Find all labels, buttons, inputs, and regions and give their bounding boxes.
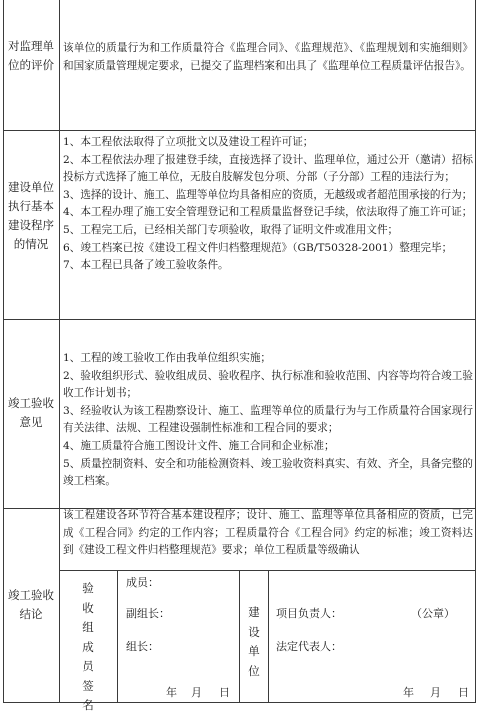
char [240, 603, 268, 681]
acceptance-group-signature-label [59, 579, 117, 716]
construction-unit-label [240, 603, 268, 681]
label-char: 收 [82, 600, 94, 615]
label-char: 组 [82, 620, 94, 634]
project-head-label: 项目负责人： [276, 607, 342, 620]
row-label-supervision: 对监理单位的评价 [8, 39, 54, 72]
group-date [166, 684, 230, 700]
official-seal-text: （公章） [411, 607, 455, 620]
date-day: 日 [219, 686, 230, 699]
text-line: 该单位的质量行为和工作质量符合《监理合同》、《监理规范》、《监理规划和实施细则》和国家质量管理规定要求，已提交了监理档案和出具了《监理单位工程质量评估报告》。 [63, 42, 473, 72]
text-line: 4、施工质量符合施工图设计文件、施工合同和企业标准； [63, 439, 335, 452]
text-line: 2、验收组织形式、验收组成员、验收程序、执行标准和验收范围、内容等均符合竣工验收工作计划书； [63, 369, 473, 400]
text-line: 1、本工程依法取得了立项批文以及建设工程许可证； [63, 136, 314, 148]
acceptance-form [3, 0, 476, 712]
date-year: 年 [403, 686, 414, 699]
text-line: 6、竣工档案已按《建设工程文件归档整理规范》（GB/T50328-2001）整理完毕； [63, 241, 453, 254]
label-char: 签 [82, 678, 94, 693]
vice-leader-label: 副组长： [126, 607, 170, 620]
label-char: 成 [82, 639, 94, 654]
signature-divider-a [117, 570, 118, 703]
legal-rep-label: 法定代表人： [276, 640, 342, 653]
row-label-conclusion: 竣工验收结论 [8, 588, 54, 621]
text-line: 1、工程的竣工验收工作由我单位组织实施； [63, 352, 272, 364]
label-char: 位 [248, 663, 260, 678]
date-month: 月 [191, 686, 202, 699]
leader-label: 组长： [126, 640, 159, 653]
label-char: 建 [248, 605, 260, 619]
table-border-right [475, 0, 476, 703]
unit-date [403, 684, 469, 700]
signature-divider-c [268, 570, 269, 703]
label-char: 员 [82, 659, 94, 673]
text-line: 4、本工程办理了施工安全管理登记和工程质量监督登记手续，依法取得了施工许可证； [63, 206, 473, 219]
label-char: 名 [82, 698, 94, 712]
text-line: 5、质量控制资料、安全和功能检测资料、竣工验收资料真实、有效、齐全，具备完整的竣工档案。 [63, 457, 473, 488]
row-divider-1 [3, 130, 476, 131]
members-label: 成员： [126, 576, 159, 589]
text-line: 7、本工程已具备了竣工验收条件。 [63, 259, 229, 272]
label-char: 设 [248, 624, 260, 639]
label-char: 单 [248, 644, 260, 658]
row-label-opinion: 竣工验收意见 [8, 396, 54, 429]
date-month: 月 [430, 686, 441, 699]
date-day: 日 [458, 686, 469, 699]
row-text-procedure [63, 134, 473, 275]
date-year: 年 [166, 686, 177, 699]
text-line: 5、工程完工后，已经相关部门专项验收，取得了证明文件或准用文件； [63, 223, 399, 236]
row-divider-2 [3, 319, 476, 320]
text-line: 3、经验收认为该工程勘察设计、施工、监理等单位的质量行为与工作质量符合国家现行有关法律、法规、工程建设强制性标准和工程合同的要求； [63, 404, 473, 435]
conclusion-text: 该工程建设各环节符合基本建设程序；设计、施工、监理等单位具备相应的资质，已完成《工程合同》约定的工作内容；工程质量符合《工程合同》约定的标准；竣工资料达到《建设工程文件归档整理规范》要求；单位工程质量等级确认 [63, 509, 473, 557]
text-line: 2、本工程依法办理了报建登手续，直接选择了设计、监理单位，通过公开（邀请）招标投标方式选择了施工单位，无肢自肢解发包分项、分部（子分部）工程的违法行为； [63, 153, 473, 184]
label-char: 验 [82, 581, 94, 595]
text-line: 3、选择的设计、施工、监理等单位均具备相应的资质，无越级或者超范围承接的行为； [63, 188, 473, 201]
row-label-procedure: 建设单位执行基本建设程序的情况 [8, 180, 54, 251]
char [59, 579, 117, 716]
row-text-supervision [63, 40, 473, 75]
row-text-opinion [63, 350, 473, 491]
